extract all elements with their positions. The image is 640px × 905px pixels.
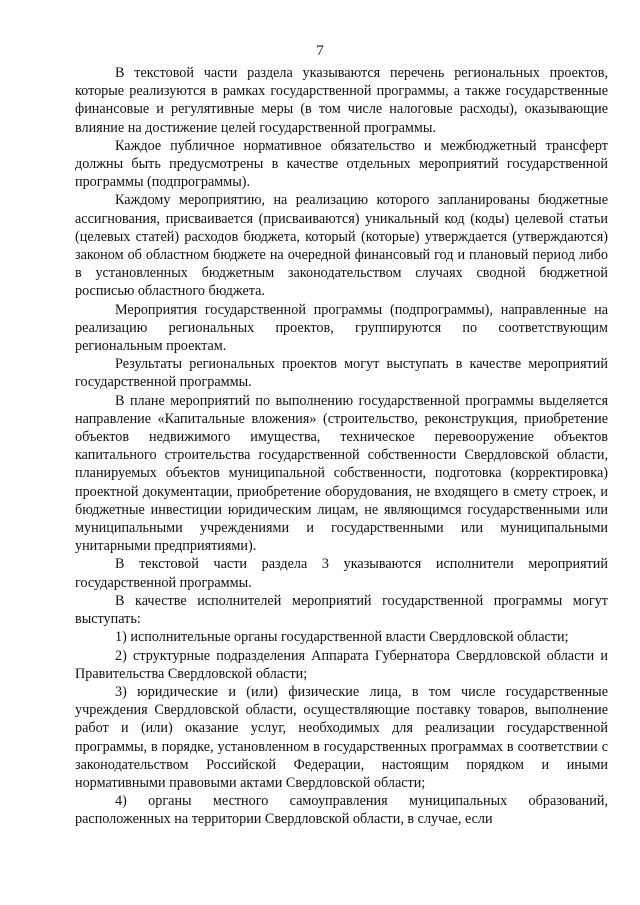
list-item-2: 2) структурные подразделения Аппарата Губернатора Свердловской области и Правительства Свердловской области; [75, 647, 608, 682]
paragraph-grouping: Мероприятия государственной программы (подпрограммы), направленные на реализацию региональных проектов, группируются по соответствующим региональным проектам. [75, 301, 608, 355]
paragraph-budget-codes: Каждому мероприятию, на реализацию которого запланированы бюджетные ассигнования, присваивается (присваиваются) уникальный код (коды) целевой статьи (целевых статей) расходов бюджета, который (которые) утверждается (утверждаются) законом об областном бюджете на очередной финансовый год и плановый период либо в установленных бюджетным законодательством случаях сводной бюджетной росписью областного бюджета. [75, 192, 608, 300]
list-item-4: 4) органы местного самоуправления муниципальных образований, расположенных на территории Свердловской области, в случае, если [75, 793, 608, 828]
document-body [75, 64, 608, 829]
paragraph-executors: В текстовой части раздела 3 указываются исполнители мероприятий государственной программы. [75, 556, 608, 591]
paragraph-public-obligations: Каждое публичное нормативное обязательство и межбюджетный трансферт должны быть предусмотрены в качестве отдельных мероприятий государственной программы (подпрограммы). [75, 137, 608, 191]
list-item-3: 3) юридические и (или) физические лица, в том числе государственные учреждения Свердловской области, осуществляющие поставку товаров, выполнение работ и (или) оказание услуг, необходимых для реализации государственной программы, в порядке, установленном в государственных программах в соответствии с законодательством Российской Федерации, настоящим порядком и иными нормативными правовыми актами Свердловской области; [75, 683, 608, 791]
paragraph-results: Результаты региональных проектов могут выступать в качестве мероприятий государственной программы. [75, 356, 608, 391]
list-item-1: 1) исполнительные органы государственной власти Свердловской области; [115, 629, 569, 646]
page-number: 7 [316, 43, 324, 59]
paragraph-regional-projects: В текстовой части раздела указываются перечень региональных проектов, которые реализуются в рамках государственной программы, а также государственные финансовые и регулятивные меры (в том числе налоговые расходы), оказывающие влияние на достижение целей государственной программы. [75, 65, 608, 136]
paragraph-executors-intro: В качестве исполнителей мероприятий государственной программы могут выступать: [75, 592, 608, 628]
paragraph-capital-investments: В плане мероприятий по выполнению государственной программы выделяется направление «Капитальные вложения» (строительство, реконструкция, приобретение объектов недвижимого имущества, техническое перевооружение объектов капитального строительства государственной собственности Свердловской области, планируемых объектов муниципальной собственности, подготовка (корректировка) проектной документации, приобретение оборудования, не входящего в смету строек, и бюджетные инвестиции юридическим лицам, не являющимся государственными или муниципальными учреждениями и государственными или муниципальными унитарными предприятиями). [75, 392, 608, 555]
